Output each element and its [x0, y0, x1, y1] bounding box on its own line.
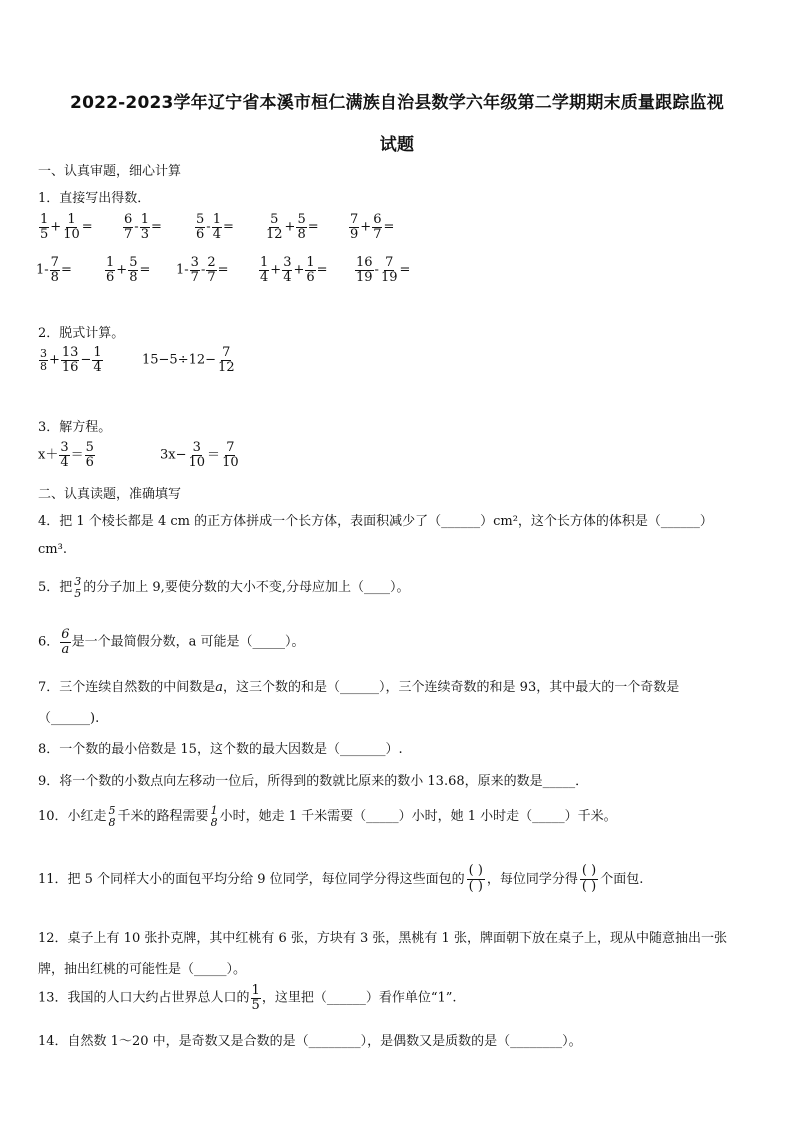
q1-item: $\frac{5}{6}$ - $\frac{1}{4}$ =: [196, 212, 234, 242]
page-title: 2022-2023学年辽宁省本溪市桓仁满族自治县数学六年级第二学期期末质量跟踪监视: [70, 93, 724, 113]
q13-text: 13．我国的人口大约占世界总人口的 $\frac{1}{5}$ ，这里把（______）看作单位“1”.: [38, 983, 457, 1013]
q1-item: $\frac{6}{7}$ - $\frac{1}{3}$ =: [124, 212, 162, 242]
q2-label: 2．脱式计算。: [38, 326, 125, 341]
q1-item: $\frac{1}{6}$ + $\frac{5}{8}$ =: [106, 255, 151, 285]
fraction: $\frac{1}{10}$: [63, 212, 80, 242]
q1-item: 1- $\frac{3}{7}$ - $\frac{2}{7}$ =: [176, 255, 229, 285]
fraction: 1 8: [210, 804, 218, 829]
fraction: 3 5: [74, 575, 82, 600]
fraction: $\frac{3}{4}$: [283, 255, 292, 285]
q3-eq1: x＋ $\frac{3}{4}$ ＝ $\frac{5}{6}$: [38, 440, 94, 470]
q8-text: 8．一个数的最小倍数是 15，这个数的最大因数是（_______）.: [38, 742, 403, 757]
fraction: $\frac{6}{a}$: [61, 627, 70, 657]
q1-item: $\frac{5}{12}$ + $\frac{5}{8}$ =: [266, 212, 319, 242]
q1-item: $\frac{7}{9}$ + $\frac{6}{7}$ =: [350, 212, 395, 242]
q4-text-cont: cm³.: [38, 542, 67, 557]
q7-text: 7．三个连续自然数的中间数是a，这三个数的和是（______），三个连续奇数的和是 93，其中最大的一个奇数是: [38, 680, 680, 695]
section2-heading: 二、认真读题，准确填写: [38, 487, 182, 502]
q1-item: 1- $\frac{7}{8}$ =: [36, 255, 72, 285]
q3-label: 3．解方程。: [38, 420, 112, 435]
fraction: $\frac{7}{12}$: [218, 345, 235, 375]
q3-eq2: 3x− $\frac{3}{10}$ ＝ $\frac{7}{10}$: [160, 440, 239, 470]
fraction: $\frac{6}{7}$: [373, 212, 382, 242]
q1-item: $\frac{16}{19}$ - $\frac{7}{19}$ =: [356, 255, 411, 285]
fraction: $\frac{5}{8}$: [297, 212, 306, 242]
fraction: $\frac{1}{4}$: [212, 212, 221, 242]
q1-item: $\frac{1}{4}$ + $\frac{3}{4}$ + $\frac{1}{6}$ =: [260, 255, 328, 285]
fraction: $\frac{7}{9}$: [350, 212, 359, 242]
fraction: $\frac{1}{6}$: [306, 255, 315, 285]
q9-text: 9．将一个数的小数点向左移动一位后，所得到的数就比原来的数小 13.68，原来的数是_____．: [38, 774, 589, 789]
q4-text: 4．把 1 个棱长都是 4 cm 的正方体拼成一个长方体，表面积减少了（______）cm²，这个长方体的体积是（______）: [38, 514, 713, 529]
q10-text: 10．小红走 5 8 千米的路程需要 1 8 小时，她走 1 千米需要（_____）小时，她 1 小时走（_____）千米。: [38, 804, 617, 829]
fraction: $\frac{1}{5}$: [251, 983, 260, 1013]
q12-text-cont: 牌，抽出红桃的可能性是（_____）。: [38, 962, 247, 977]
fraction: $\frac{1}{4}$: [93, 345, 102, 375]
fraction: $\frac{3}{8}$: [40, 347, 47, 373]
q14-text: 14．自然数 1～20 中，是奇数又是合数的是（________），是偶数又是质数的是（________）。: [38, 1034, 582, 1049]
fraction: $\frac{3}{4}$: [60, 440, 69, 470]
fraction: $\frac{5}{8}$: [129, 255, 138, 285]
q1-label: 1．直接写出得数．: [38, 191, 151, 206]
fraction: $\frac{1}{3}$: [140, 212, 149, 242]
q7-text-cont: （______).: [38, 711, 100, 726]
fraction: $\frac{6}{7}$: [124, 212, 133, 242]
q12-text: 12．桌子上有 10 张扑克牌，其中红桃有 6 张，方块有 3 张，黑桃有 1 张，牌面朝下放在桌子上，现从中随意抽出一张: [38, 931, 727, 946]
q6-text: 6． $\frac{6}{a}$ 是一个最简假分数，a 可能是（_____）。: [38, 627, 305, 657]
fraction: $\frac{5}{12}$: [266, 212, 283, 242]
q5-text: 5．把 3 5 的分子加上 9,要使分数的大小不变,分母应加上（____）。: [38, 575, 410, 600]
fraction: $\frac{3}{7}$: [190, 255, 199, 285]
q2-expr2: 15−5÷12− $\frac{7}{12}$: [142, 345, 235, 375]
fraction: $\frac{1}{6}$: [106, 255, 115, 285]
q2-expr1: $\frac{3}{8}$ + $\frac{13}{16}$ − $\frac{1}{4}$: [40, 345, 102, 375]
fraction: $\frac{5}{6}$: [85, 440, 94, 470]
blank-fraction: $\frac{( )}{( )}$: [581, 863, 597, 894]
page-title-cont: 试题: [379, 135, 415, 155]
fraction: $\frac{1}{4}$: [260, 255, 269, 285]
fraction: $\frac{5}{6}$: [196, 212, 205, 242]
section1-heading: 一、认真审题，细心计算: [38, 164, 182, 179]
fraction: $\frac{7}{8}$: [50, 255, 59, 285]
q11-text: 11．把 5 个同样大小的面包平均分给 9 位同学，每位同学分得这些面包的 $\frac{( )}{( )}$ ，每位同学分得 $\frac{( )}{( )}$ 个面包.: [38, 863, 644, 894]
fraction: 5 8: [108, 804, 116, 829]
fraction: $\frac{7}{19}$: [380, 255, 398, 285]
q1-item: $\frac{1}{5}$ + $\frac{1}{10}$ =: [40, 212, 93, 242]
fraction: $\frac{16}{19}$: [356, 255, 373, 285]
fraction: $\frac{2}{7}$: [207, 255, 216, 285]
blank-fraction: $\frac{( )}{( )}$: [468, 863, 483, 894]
fraction: $\frac{13}{16}$: [61, 345, 79, 375]
fraction: $\frac{7}{10}$: [222, 440, 239, 470]
fraction: $\frac{1}{5}$: [40, 212, 49, 242]
fraction: $\frac{3}{10}$: [188, 440, 206, 470]
